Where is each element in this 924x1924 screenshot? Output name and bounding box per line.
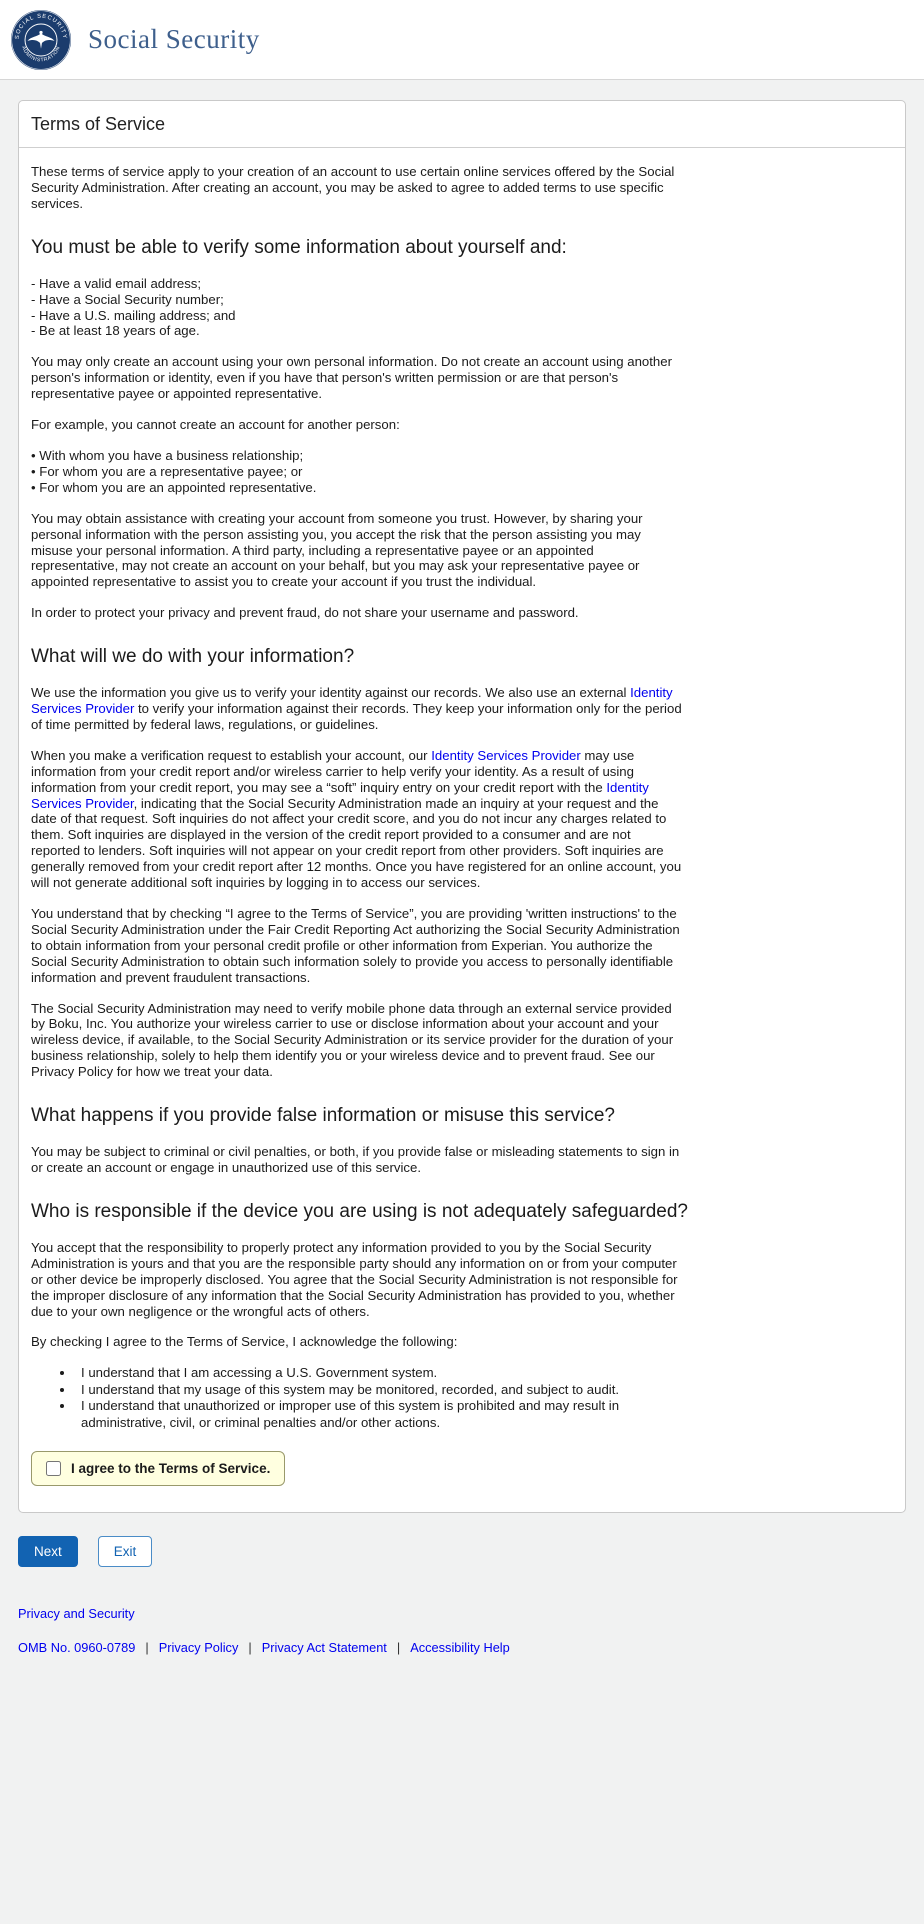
privacy-and-security-link[interactable]: Privacy and Security: [18, 1605, 135, 1621]
page-content: [0, 100, 924, 1655]
identity-services-provider-link[interactable]: Identity Services Provider: [31, 685, 673, 717]
separator: |: [145, 1639, 149, 1655]
text-segment: , indicating that the Social Security Administration made an inquiry at your request and the date of that request. Soft inquiries do not affect your credit score, and you do not incur any charges related to them. Soft inquiries are displayed in the version of the credit report provided to a consumer and are not reported to lenders. Soft inquiries will not appear on your credit report from other providers. Soft inquiries are generally removed from your credit report after 12 months. Once you have registered for an online account, you will not generate additional soft inquiries by logging in to access our services.: [31, 795, 682, 891]
mobile-verification-paragraph: The Social Security Administration may need to verify mobile phone data through an external service provided by Boku, Inc. You authorize your wireless carrier to use or disclose information about your account and your wireless device, if available, to the Social Security Administration or its service provider for the duration of your business relationship, solely to help them identify you or your wireless device and to prevent fraud. See our Privacy Policy for how we treat your data.: [31, 1000, 674, 1080]
verify-item: - Have a valid email address;: [31, 275, 202, 291]
heading-false-information: What happens if you provide false information or misuse this service?: [31, 1105, 615, 1127]
heading-information-use: What will we do with your information?: [31, 646, 355, 668]
page-title: Terms of Service: [19, 101, 905, 148]
separator: |: [396, 1639, 401, 1655]
device-responsibility-paragraph: You accept that the responsibility to properly protect any information provided to you by the Social Security Administration is yours and that you are the responsible party should any information on or from your computer or other device be improperly disclosed. You agree that the Social Security Administration is not responsible for the improper disclosure of any information that the Social Security Administration has provided to you, whether due to your own negligence or the wrongful acts of others.: [31, 1239, 678, 1319]
ssa-seal-icon: [10, 9, 72, 71]
agree-label[interactable]: I agree to the Terms of Service.: [71, 1460, 271, 1476]
svg-text:SOCIAL SECURITY: SOCIAL SECURITY: [14, 13, 68, 40]
example-list: [31, 448, 683, 496]
acknowledgement-item: • I understand that unauthorized or improper use of this system is prohibited and may result in administrative, civil, or criminal penalties and/or other actions.: [75, 1398, 671, 1431]
privacy-policy-link[interactable]: Privacy Policy: [158, 1639, 239, 1655]
acknowledgement-item: • I understand that I am accessing a U.S. Government system.: [75, 1365, 671, 1381]
own-information-paragraph: You may only create an account using your own personal information. Do not create an account using another person's information or identity, even if you have that person's written permission or are that person's representative payee or appointed representative.: [31, 354, 672, 402]
app-header: [0, 0, 924, 80]
example-item: • For whom you are a representative payee; or: [31, 463, 303, 479]
example-intro-paragraph: For example, you cannot create an account for another person:: [31, 417, 400, 433]
action-buttons: [18, 1536, 906, 1567]
intro-paragraph: These terms of service apply to your creation of an account to use certain online services offered by the Social Security Administration. After creating an account, you may be asked to agree to added terms to use specific services.: [31, 164, 675, 211]
verify-item: - Have a Social Security number;: [31, 291, 224, 307]
acknowledgement-item: • I understand that my usage of this system may be monitored, recorded, and subject to audit.: [75, 1382, 671, 1398]
example-item: • With whom you have a business relationship;: [31, 447, 304, 463]
terms-of-service-card: [18, 100, 906, 1513]
heading-verify-info: You must be able to verify some information about yourself and:: [31, 236, 567, 258]
page-footer: [18, 1605, 906, 1655]
text-segment: may use information from your credit report and/or wireless carrier to help verify your identity. As a result of using information from your credit report, you may see a “soft” inquiry entry on your credit report with the: [31, 747, 635, 795]
example-item: • For whom you are an appointed representative.: [31, 479, 317, 495]
agree-checkbox[interactable]: [46, 1461, 61, 1476]
identity-services-provider-link[interactable]: Identity Services Provider: [31, 779, 649, 811]
exit-button[interactable]: Exit: [98, 1536, 153, 1567]
written-instructions-paragraph: You understand that by checking “I agree to the Terms of Service”, you are providing 'written instructions' to the Social Security Administration under the Fair Credit Reporting Act authorizing the Social Security Administration to obtain information from your personal credit profile or other information from Experian. You authorize the Social Security Administration to obtain such information solely to provide you access to personally identifiable information and prevent fraudulent transactions.: [31, 906, 680, 985]
next-button[interactable]: Next: [18, 1536, 78, 1567]
heading-device-safeguard: Who is responsible if the device you are using is not adequately safeguarded?: [31, 1200, 688, 1222]
assistance-paragraph: You may obtain assistance with creating your account from someone you trust. However, by sharing your personal information with the person assisting you, you accept the risk that the person assisting you may misuse your personal information. A third party, including a representative payee or an appointed representative, may not create an account on your behalf, but you may ask your representative payee or appointed representative to assist you to create your account if you trust the individual.: [31, 510, 643, 590]
text-segment: When you make a verification request to establish your account, our: [31, 747, 432, 763]
agree-terms-box: [31, 1451, 285, 1486]
acknowledge-intro-paragraph: By checking I agree to the Terms of Service, I acknowledge the following:: [31, 1334, 458, 1350]
penalties-paragraph: You may be subject to criminal or civil penalties, or both, if you provide false or misleading statements to sign in or create an account or engage in unauthorized use of this service.: [31, 1144, 680, 1175]
footer-links-row: [18, 1640, 906, 1655]
verify-item: - Be at least 18 years of age.: [31, 323, 200, 339]
verify-item: - Have a U.S. mailing address; and: [31, 307, 236, 323]
omb-number-link[interactable]: OMB No. 0960-0789: [18, 1639, 136, 1655]
privacy-act-statement-link[interactable]: Privacy Act Statement: [261, 1639, 387, 1655]
identity-services-provider-link[interactable]: Identity Services Provider: [431, 747, 581, 763]
privacy-fraud-paragraph: In order to protect your privacy and prevent fraud, do not share your username and password.: [31, 605, 579, 621]
text-segment: to verify your information against their records. They keep your information only for the period of time permitted by federal laws, regulations, or guidelines.: [31, 701, 682, 732]
verification-request-paragraph: [31, 748, 683, 891]
identity-verification-paragraph: [31, 685, 683, 733]
acknowledgement-list: [31, 1365, 671, 1431]
text-segment: We use the information you give us to verify your identity against our records. We also use an external: [31, 685, 631, 701]
separator: |: [248, 1639, 252, 1655]
accessibility-help-link[interactable]: Accessibility Help: [410, 1639, 510, 1655]
brand-title: Social Security: [88, 24, 260, 54]
terms-body: [19, 148, 905, 1512]
verify-requirements-list: [31, 276, 683, 340]
svg-text:ADMINISTRATION: ADMINISTRATION: [20, 44, 62, 63]
